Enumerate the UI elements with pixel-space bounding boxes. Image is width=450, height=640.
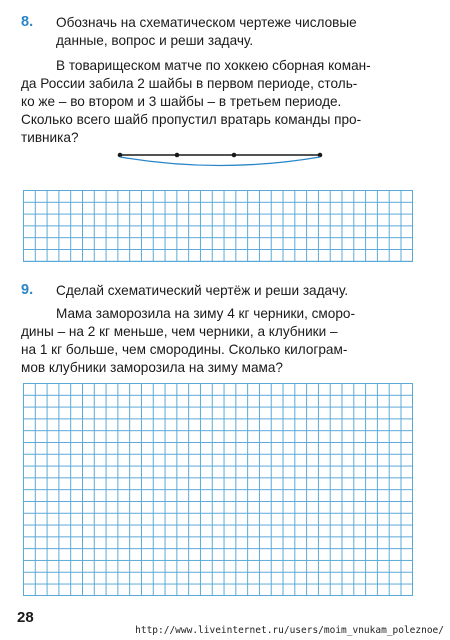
task-8-problem-line-2: да России забила 2 шайбы в первом периоде, столь- bbox=[21, 76, 358, 91]
task-8-problem-line-1: В товарищеском матче по хоккею сборная коман- bbox=[56, 58, 371, 73]
answer-grid-8[interactable] bbox=[23, 190, 413, 262]
answer-grid-9[interactable] bbox=[23, 383, 413, 596]
task-8-number: 8. bbox=[21, 14, 34, 30]
task-8-instruction-line-1: Обозначь на схематическом чертеже числовые bbox=[56, 15, 357, 30]
task-9-problem-line-3: на 1 кг больше, чем смородины. Сколько килограм- bbox=[21, 342, 348, 357]
task-9-problem-line-1: Мама заморозила на зиму 4 кг черники, сморо- bbox=[56, 306, 355, 321]
task-8-problem-line-3: ко же – во втором и 3 шайбы – в третьем периоде. bbox=[21, 94, 342, 109]
segment-point-4 bbox=[318, 153, 323, 158]
task-9-problem-line-2: дины – на 2 кг меньше, чем черники, а клубники – bbox=[21, 324, 338, 339]
task-8-problem-line-4: Сколько всего шайб пропустил вратарь команды про- bbox=[21, 112, 362, 127]
schematic-diagram bbox=[110, 146, 330, 176]
segment-point-3 bbox=[232, 153, 237, 158]
task-9-instruction: Сделай схематический чертёж и реши задачу. bbox=[56, 283, 349, 298]
segment-point-1 bbox=[118, 153, 123, 158]
task-9-number: 9. bbox=[21, 282, 34, 298]
footer-url: http://www.liveinternet.ru/users/moim_vnukam_poleznoe/ bbox=[135, 625, 444, 636]
segment-point-2 bbox=[175, 153, 180, 158]
page-number: 28 bbox=[17, 609, 34, 626]
task-9-problem-line-4: мов клубники заморозила на зиму мама? bbox=[21, 360, 283, 375]
task-8-problem-line-5: тивника? bbox=[21, 130, 79, 145]
task-8-instruction-line-2: данные, вопрос и реши задачу. bbox=[56, 33, 254, 48]
total-brace-arc bbox=[120, 157, 320, 166]
